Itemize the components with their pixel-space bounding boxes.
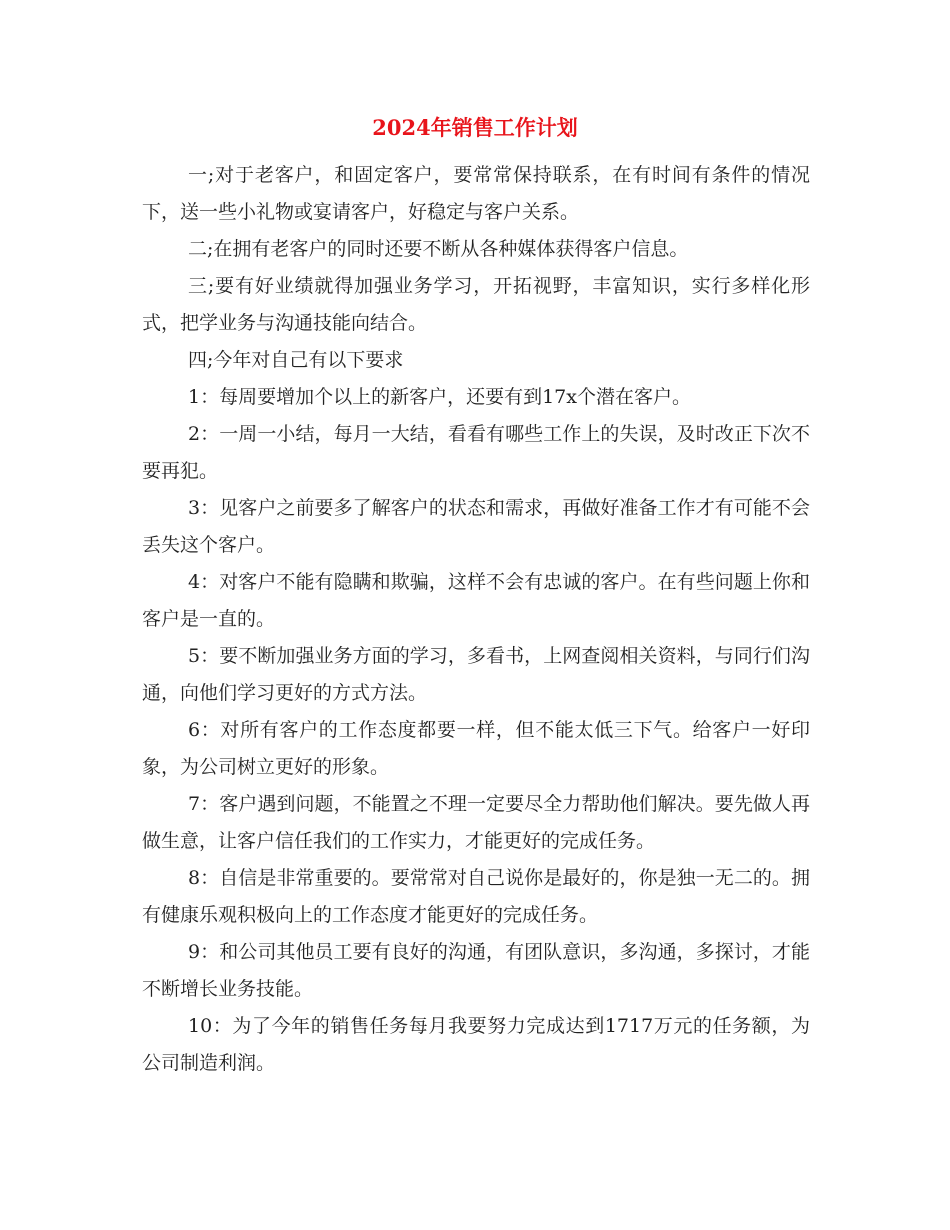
list-item-2: 2：一周一小结，每月一大结，看看有哪些工作上的失误，及时改正下次不要再犯。 — [142, 423, 810, 482]
paragraph-3: 三;要有好业绩就得加强业务学习，开拓视野，丰富知识，实行多样化形式，把学业务与沟通技能向结合。 — [142, 275, 810, 334]
paragraph-2: 二;在拥有老客户的同时还要不断从各种媒体获得客户信息。 — [188, 238, 689, 260]
list-item-6: 6：对所有客户的工作态度都要一样，但不能太低三下气。给客户一好印象，为公司树立更好的形象。 — [142, 719, 810, 778]
paragraph-4: 四;今年对自己有以下要求 — [188, 349, 404, 371]
list-item-3: 3：见客户之前要多了解客户的状态和需求，再做好准备工作才有可能不会丢失这个客户。 — [142, 497, 810, 556]
list-item-10: 10：为了今年的销售任务每月我要努力完成达到1717万元的任务额，为公司制造利润。 — [142, 1015, 810, 1074]
list-item-8: 8：自信是非常重要的。要常常对自己说你是最好的，你是独一无二的。拥有健康乐观积极向上的工作态度才能更好的完成任务。 — [142, 867, 810, 926]
list-item-7: 7：客户遇到问题，不能置之不理一定要尽全力帮助他们解决。要先做人再做生意，让客户信任我们的工作实力，才能更好的完成任务。 — [142, 793, 810, 852]
list-item-9: 9：和公司其他员工要有良好的沟通，有团队意识，多沟通，多探讨，才能不断增长业务技能。 — [142, 941, 810, 1000]
list-item-4: 4：对客户不能有隐瞒和欺骗，这样不会有忠诚的客户。在有些问题上你和客户是一直的。 — [142, 571, 810, 630]
document-title: 2024年销售工作计划 — [372, 115, 578, 140]
document-body — [142, 157, 810, 1082]
list-item-1: 1：每周要增加个以上的新客户，还要有到17x个潜在客户。 — [188, 386, 691, 408]
paragraph-1: 一;对于老客户，和固定客户，要常常保持联系，在有时间有条件的情况下，送一些小礼物或宴请客户，好稳定与客户关系。 — [142, 164, 810, 223]
list-item-5: 5：要不断加强业务方面的学习，多看书，上网查阅相关资料，与同行们沟通，向他们学习更好的方式方法。 — [142, 645, 810, 704]
